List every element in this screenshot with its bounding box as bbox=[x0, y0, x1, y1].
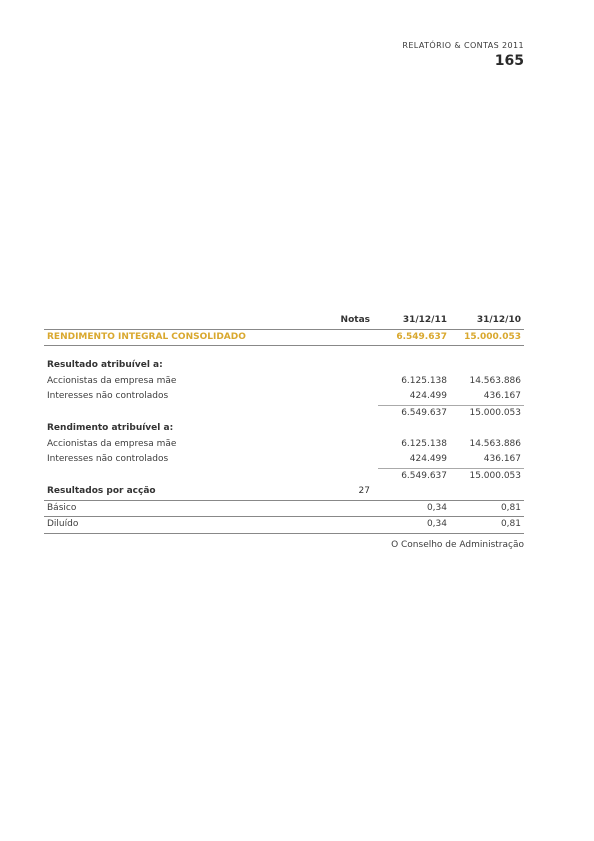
section-rendimento-title: Rendimento atribuível a: bbox=[47, 423, 174, 433]
subtotal-2011: 6.549.637 bbox=[401, 470, 447, 481]
row-value-2010: 436.167 bbox=[450, 389, 524, 405]
row-value-2011: 6.125.138 bbox=[401, 375, 447, 386]
table-header-row bbox=[44, 313, 524, 329]
section-eps-title: Resultados por acção bbox=[44, 484, 300, 500]
row-label: Accionistas da empresa mãe bbox=[47, 375, 177, 386]
total-comprehensive-income-2010: 15.000.053 bbox=[450, 329, 524, 346]
table-row bbox=[44, 374, 524, 390]
total-comprehensive-income-row bbox=[44, 329, 524, 346]
section-rendimento-title-row bbox=[44, 421, 524, 437]
subtotal-2010: 15.000.053 bbox=[469, 470, 521, 481]
row-value-2010: 0,81 bbox=[450, 500, 524, 517]
row-value-2010: 14.563.886 bbox=[469, 438, 521, 449]
table-row bbox=[44, 389, 524, 405]
table-row bbox=[44, 517, 524, 534]
row-label: Básico bbox=[44, 500, 300, 517]
subtotal-2011: 6.549.637 bbox=[401, 407, 447, 418]
total-comprehensive-income-2011: 6.549.637 bbox=[378, 329, 450, 346]
table-row bbox=[44, 437, 524, 453]
row-value-2010: 436.167 bbox=[450, 452, 524, 468]
comprehensive-income-table bbox=[44, 313, 524, 534]
row-value-2011: 424.499 bbox=[378, 389, 450, 405]
header-blank bbox=[44, 313, 300, 329]
board-signature: O Conselho de Administração bbox=[391, 540, 524, 550]
section-eps-title-row bbox=[44, 484, 524, 500]
table-row bbox=[44, 500, 524, 517]
header-2011: 31/12/11 bbox=[378, 313, 450, 329]
row-value-2011: 0,34 bbox=[378, 517, 450, 534]
row-label: Diluído bbox=[44, 517, 300, 534]
section-eps-note: 27 bbox=[300, 484, 378, 500]
section-resultado-title: Resultado atribuível a: bbox=[47, 360, 163, 370]
row-value-2011: 6.125.138 bbox=[401, 438, 447, 449]
subtotal-row bbox=[44, 405, 524, 421]
row-value-2010: 0,81 bbox=[450, 517, 524, 534]
page-header bbox=[402, 40, 524, 69]
table-row bbox=[44, 452, 524, 468]
header-2010: 31/12/10 bbox=[450, 313, 524, 329]
row-label: Interesses não controlados bbox=[47, 391, 169, 402]
report-title: RELATÓRIO & CONTAS 2011 bbox=[402, 41, 524, 50]
row-label: Interesses não controlados bbox=[47, 454, 169, 465]
row-value-2011: 0,34 bbox=[378, 500, 450, 517]
page-number: 165 bbox=[494, 53, 524, 69]
row-label: Accionistas da empresa mãe bbox=[47, 438, 177, 449]
row-value-2010: 14.563.886 bbox=[469, 375, 521, 386]
subtotal-2010: 15.000.053 bbox=[469, 407, 521, 418]
header-notes: Notas bbox=[300, 313, 378, 329]
section-resultado-title-row bbox=[44, 358, 524, 374]
subtotal-row bbox=[44, 468, 524, 484]
total-comprehensive-income-label: RENDIMENTO INTEGRAL CONSOLIDADO bbox=[44, 329, 300, 346]
row-value-2011: 424.499 bbox=[378, 452, 450, 468]
